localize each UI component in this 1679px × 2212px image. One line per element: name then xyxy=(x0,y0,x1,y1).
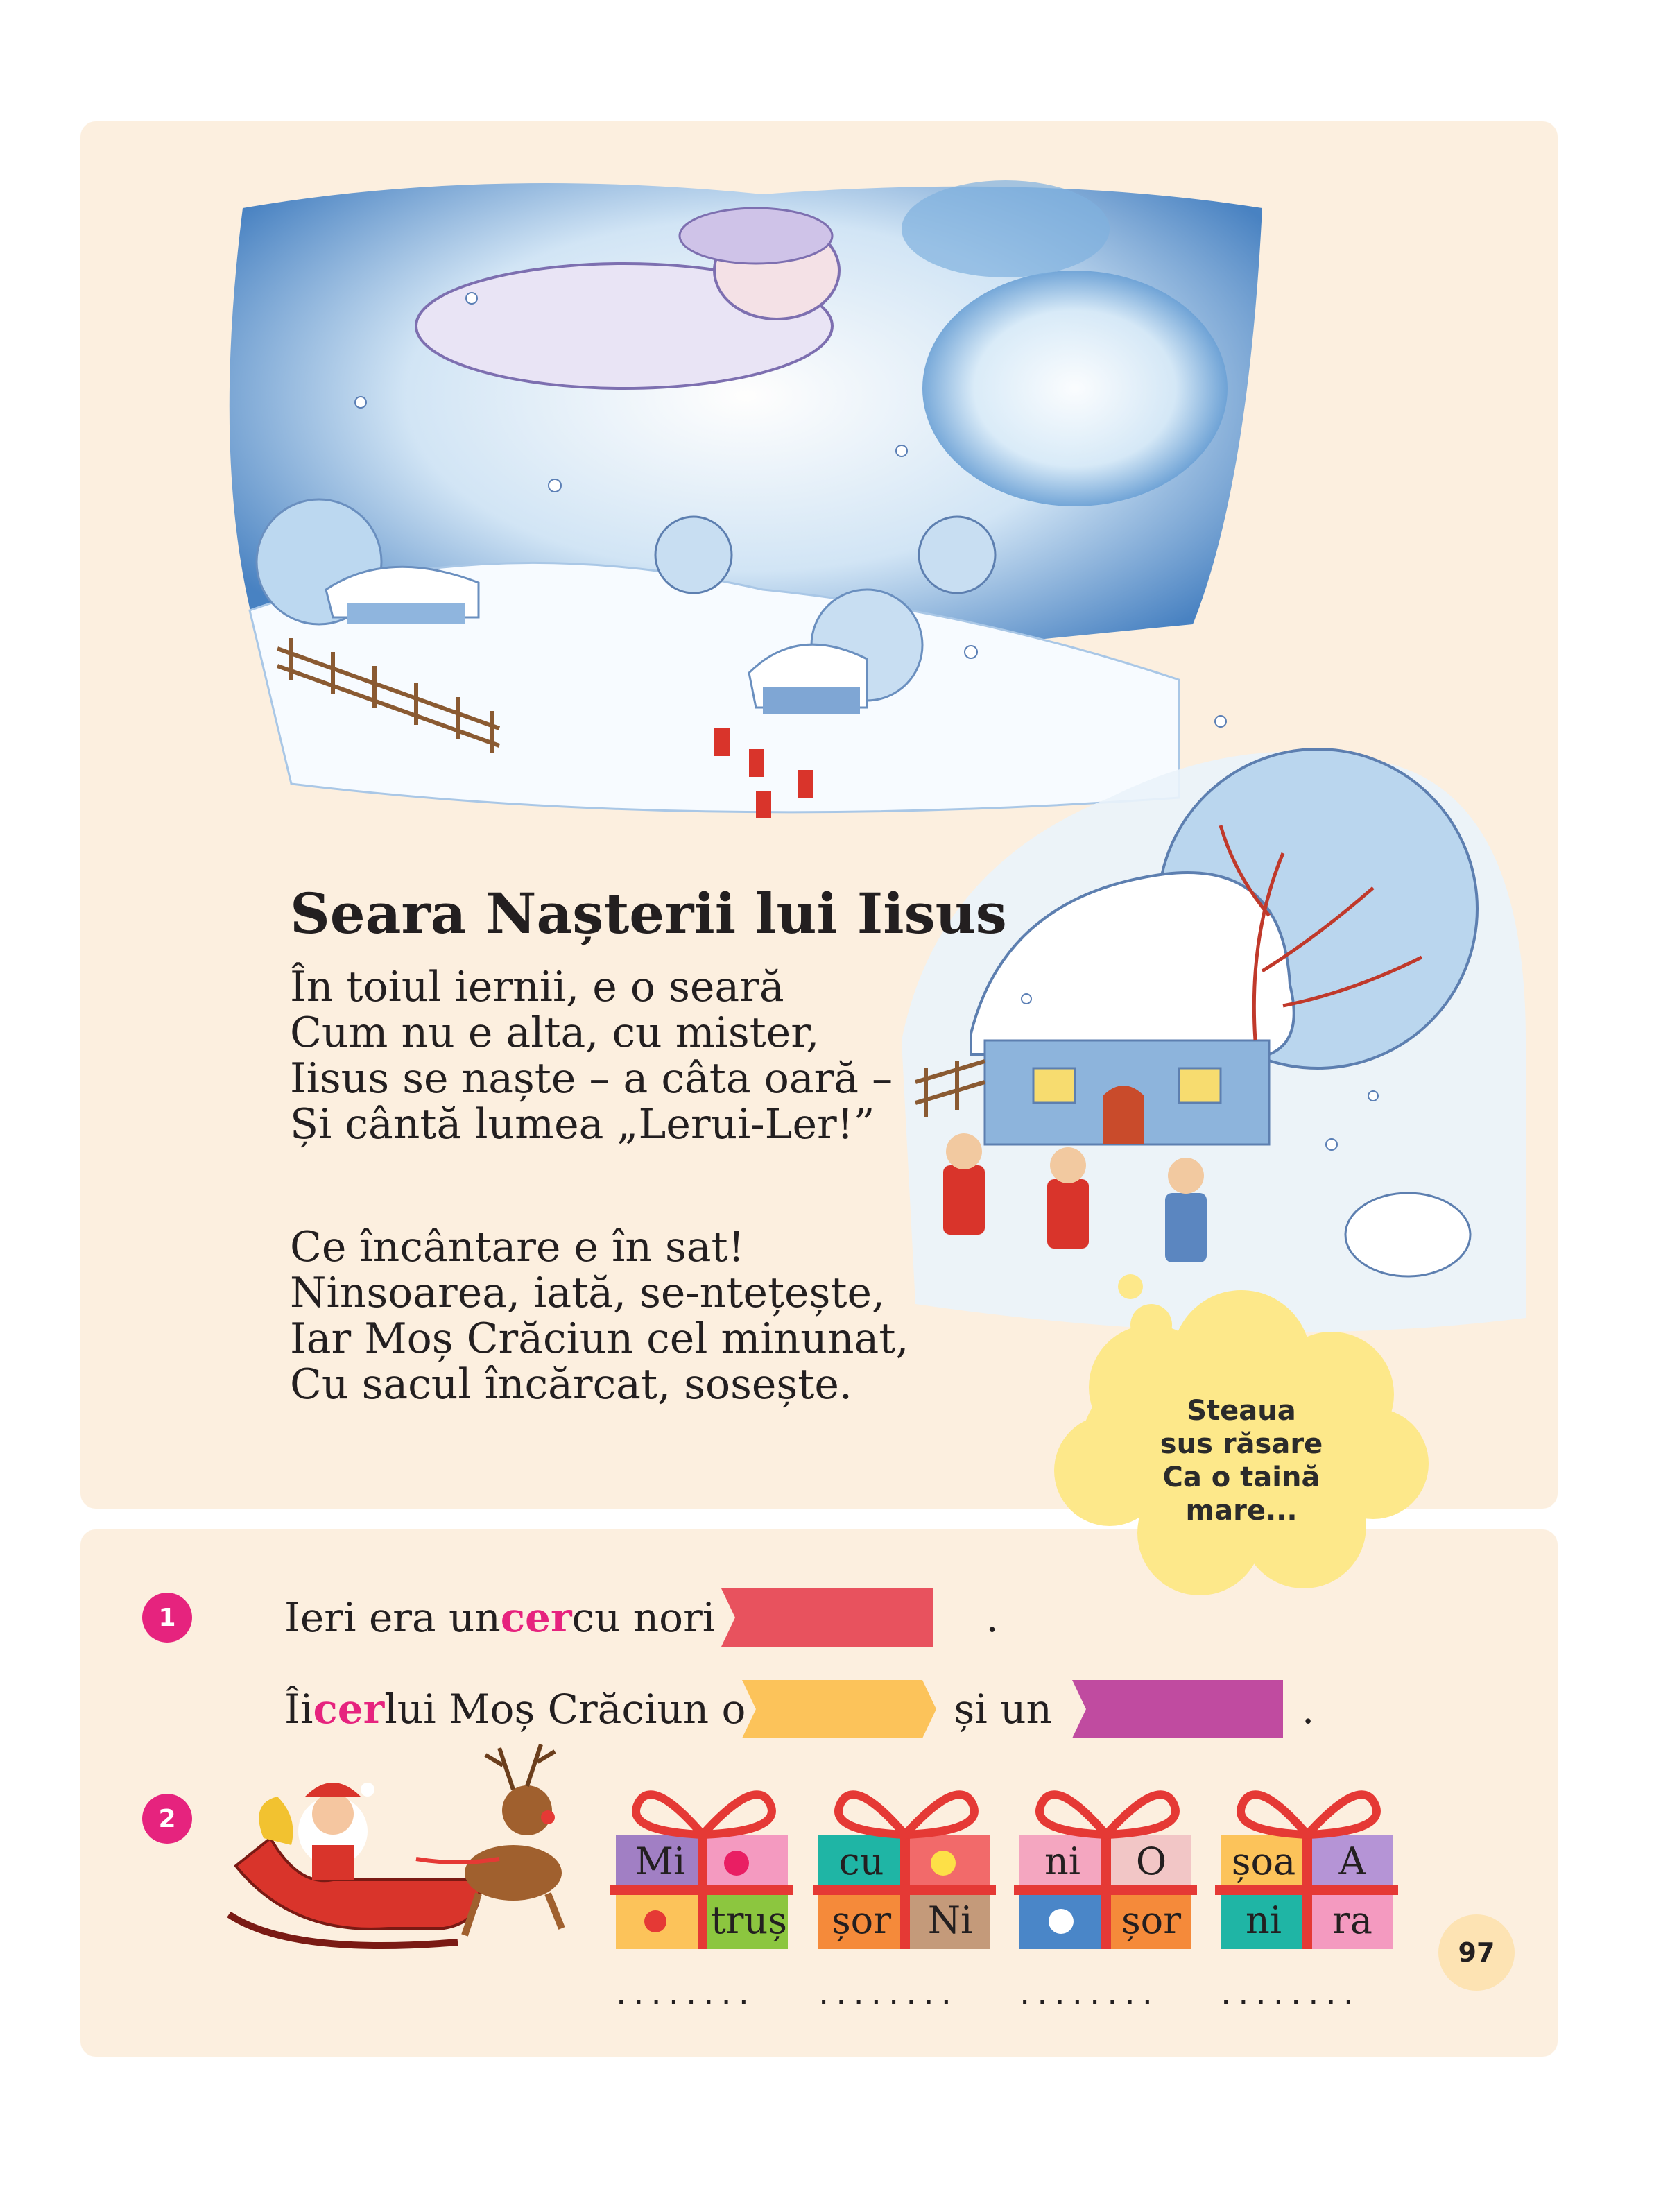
syllable: șor xyxy=(1121,1898,1182,1942)
exercise-number-badge: 2 xyxy=(142,1794,192,1844)
poem-title: Seara Nașterii lui Iisus xyxy=(290,881,1007,946)
syllable: ni xyxy=(1245,1898,1282,1942)
exercise-1-line-2: Îi cer lui Moș Crăciun o și un . xyxy=(284,1686,1315,1733)
flower-icon xyxy=(724,1851,749,1876)
poem-line: Iisus se naște – a câta oară – xyxy=(290,1054,893,1103)
poem-line: Cum nu e alta, cu mister, xyxy=(290,1009,820,1057)
keyword: cer xyxy=(313,1686,385,1733)
poem-line: Și cântă lumea „Lerui-Ler!” xyxy=(290,1100,875,1149)
syllable: A xyxy=(1338,1840,1366,1883)
syllable: O xyxy=(1135,1840,1167,1883)
poem-line: Ninsoarea, iată, se-ntețește, xyxy=(290,1269,886,1317)
bunny-icon xyxy=(1049,1909,1074,1934)
syllable: cu xyxy=(838,1840,884,1883)
balloon-icon xyxy=(644,1910,666,1932)
cloud-text: Steaua sus răsare Ca o taină mare... xyxy=(1160,1395,1323,1527)
answer-dots-3[interactable]: ........ xyxy=(1019,1973,1160,2012)
poem-line: Ce încântare e în sat! xyxy=(290,1223,745,1271)
flower-icon xyxy=(931,1851,956,1876)
syllable: ra xyxy=(1332,1898,1372,1942)
syllable: ni xyxy=(1044,1840,1081,1883)
poem-line: Cu sacul încărcat, sosește. xyxy=(290,1360,852,1409)
answer-dots-2[interactable]: ........ xyxy=(818,1973,959,2012)
exercise-number-badge: 1 xyxy=(142,1593,192,1643)
syllable: șor xyxy=(831,1898,892,1942)
syllable: șoa xyxy=(1231,1840,1296,1883)
syllable: truș xyxy=(710,1898,787,1942)
answer-dots-4[interactable]: ........ xyxy=(1221,1973,1361,2012)
syllable: Mi xyxy=(635,1840,686,1883)
answer-dots-1[interactable]: ........ xyxy=(616,1973,757,2012)
poem-line: Iar Moș Crăciun cel minunat, xyxy=(290,1314,909,1363)
keyword: cer xyxy=(500,1594,572,1641)
exercise-1-line-1: Ieri era un cer cu nori . xyxy=(284,1594,999,1641)
poem-line: În toiul iernii, e o seară xyxy=(290,963,784,1011)
syllable: Ni xyxy=(927,1898,973,1942)
page-number: 97 xyxy=(1438,1914,1515,1991)
